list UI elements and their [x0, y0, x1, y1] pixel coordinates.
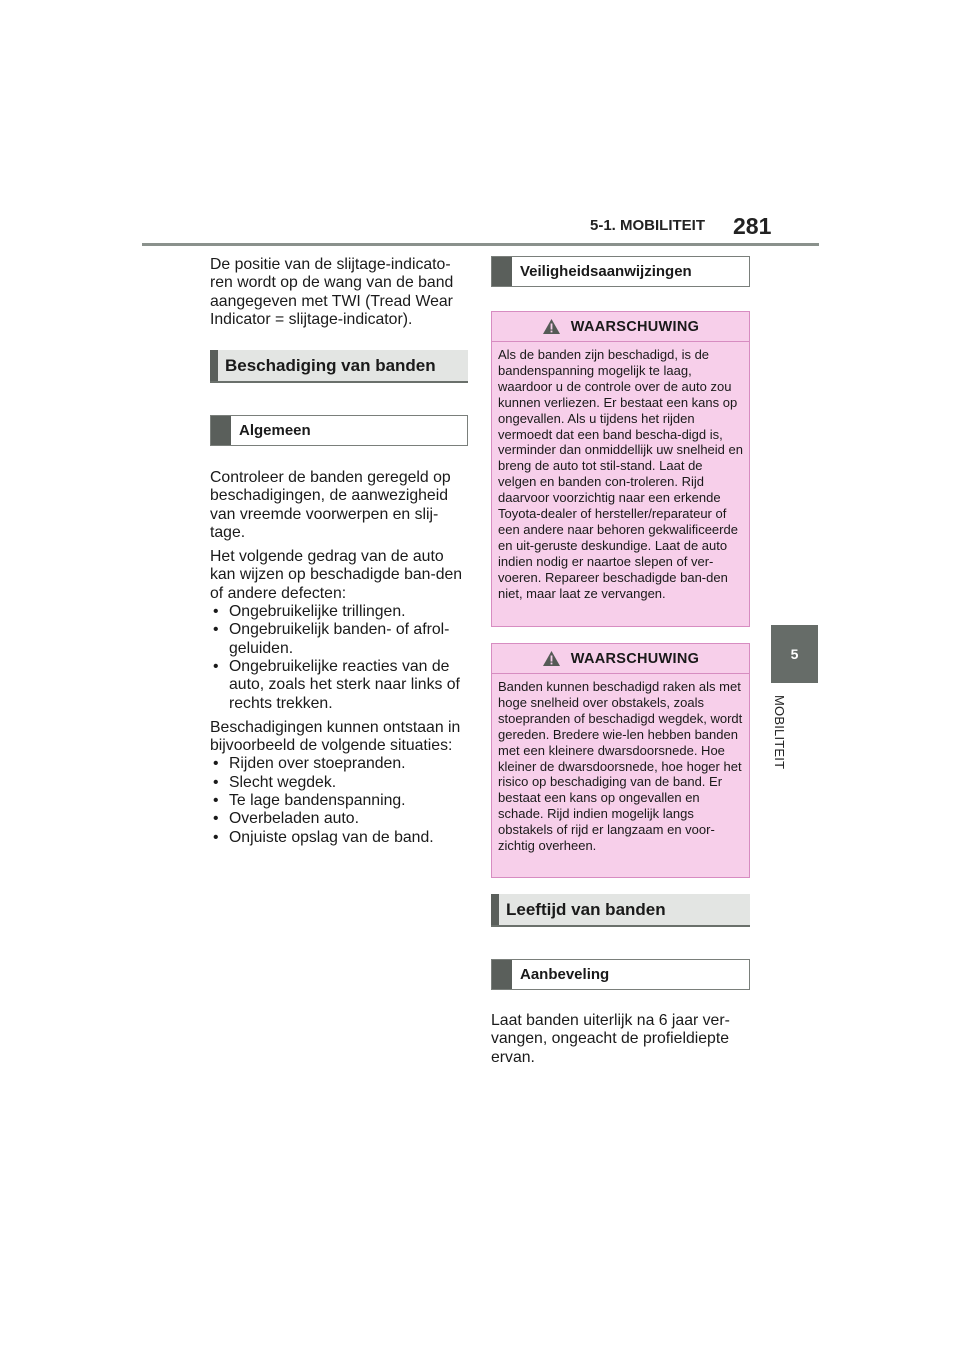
- warning-text: Banden kunnen beschadigd raken als met hoge snelheid over obstakels, zoals stoepranden of beschadigd wegdek, wordt gereden. Bredere wie-len hebben banden met een kleinere dwarsdoorsnede. Hoe kleiner de dwarsdoorsnede, hoe hoger het risico op beschadiging van de band. Er bestaat een kans op ongevallen en schade. Rijd indien mogelijk langs obstakels of rijd er langzaam en voor-zichtig overheen.: [498, 679, 743, 854]
- section-title: Beschadiging van banden: [225, 355, 436, 375]
- warning-text: Als de banden zijn beschadigd, is de bandenspanning mogelijk te laag, waardoor u de controle over de auto zou kunnen verliezen. Er bestaat een kans op ongevallen. Als u tijdens het rijden vermoedt dat een band bescha-digd is, verminder dan onmiddellijk uw snelheid en breng de auto tot stil-stand. Laat de velgen en banden con-troleren. Rijd daarvoor voorzichtig naar een erkende Toyota-dealer of hersteller/reparateur of een andere naar behoren gekwalificeerde en uit-geruste deskundige. Laat de auto indien nodig er naartoe slepen of ver-voeren. Repareer beschadigde ban-den niet, maar laat ze vervangen.: [498, 347, 743, 601]
- subsection-header-safety: [491, 256, 750, 287]
- left-body: [210, 469, 468, 847]
- section-header-damage: [210, 350, 468, 383]
- intro-paragraph: De positie van de slijtage-indicato-ren wordt op de wang van de band aangegeven met TWI (Tread Wear Indicator = slijtage-indicator).: [210, 256, 454, 328]
- list-item: • Onjuiste opslag van de band.: [210, 829, 468, 847]
- list-item: • Rijden over stoepranden.: [210, 755, 468, 773]
- chapter-tab-label: [772, 695, 804, 785]
- warning-box-1: [491, 311, 750, 627]
- list-item: • Overbeladen auto.: [210, 810, 468, 828]
- list-item: • Ongebruikelijk banden- of afrol-geluiden.: [210, 621, 468, 658]
- subsection-title: Aanbeveling: [520, 966, 610, 983]
- warning-title: WAARSCHUWING: [570, 650, 700, 667]
- situation-list: [210, 755, 468, 846]
- chapter-tab-label-text: MOBILITEIT: [772, 695, 787, 770]
- left-column: [210, 256, 468, 329]
- warning-title: WAARSCHUWING: [570, 318, 700, 335]
- section-header-bar: [210, 350, 218, 381]
- list-item: • Te lage bandenspanning.: [210, 792, 468, 810]
- section-header-tire-age: [491, 894, 750, 927]
- list-item: • Ongebruikelijke trillingen.: [210, 603, 468, 621]
- running-header-section: 5-1. MOBILITEIT: [590, 217, 706, 234]
- recommendation-paragraph: Laat banden uiterlijk na 6 jaar ver-vangen, ongeacht de profieldiepte ervan.: [491, 1012, 730, 1066]
- warning-header: [492, 312, 749, 341]
- section-header-bar: [491, 894, 499, 925]
- section-title: Leeftijd van banden: [506, 899, 666, 919]
- subsection-header-bar: [211, 416, 231, 445]
- warning-triangle-icon: [542, 650, 561, 667]
- subsection-header-bar: [492, 257, 512, 286]
- warning-triangle-icon: [542, 318, 561, 335]
- subsection-header-general: [210, 415, 468, 446]
- list-item: • Slecht wegdek.: [210, 774, 468, 792]
- paragraph: Controleer de banden geregeld op beschadigingen, de aanwezigheid van vreemde voorwerpen en slij-tage.: [210, 469, 451, 541]
- subsection-title: Veiligheidsaanwijzingen: [520, 263, 692, 280]
- page-number: 281: [733, 213, 772, 239]
- header-rule: [142, 243, 819, 246]
- subsection-header-recommendation: [491, 959, 750, 990]
- warning-header: [492, 644, 749, 673]
- subsection-title: Algemeen: [239, 422, 311, 439]
- symptom-list: [210, 603, 468, 713]
- paragraph: Beschadigingen kunnen ontstaan in bijvoorbeeld de volgende situaties:: [210, 718, 461, 755]
- list-item: • Ongebruikelijke reacties van de auto, zoals het sterk naar links of rechts trekken.: [210, 658, 468, 713]
- warning-box-2: [491, 643, 750, 878]
- paragraph: Het volgende gedrag van de auto kan wijzen op beschadigde ban-den of andere defecten:: [210, 548, 463, 602]
- subsection-header-bar: [492, 960, 512, 989]
- chapter-tab-number: 5: [771, 625, 818, 683]
